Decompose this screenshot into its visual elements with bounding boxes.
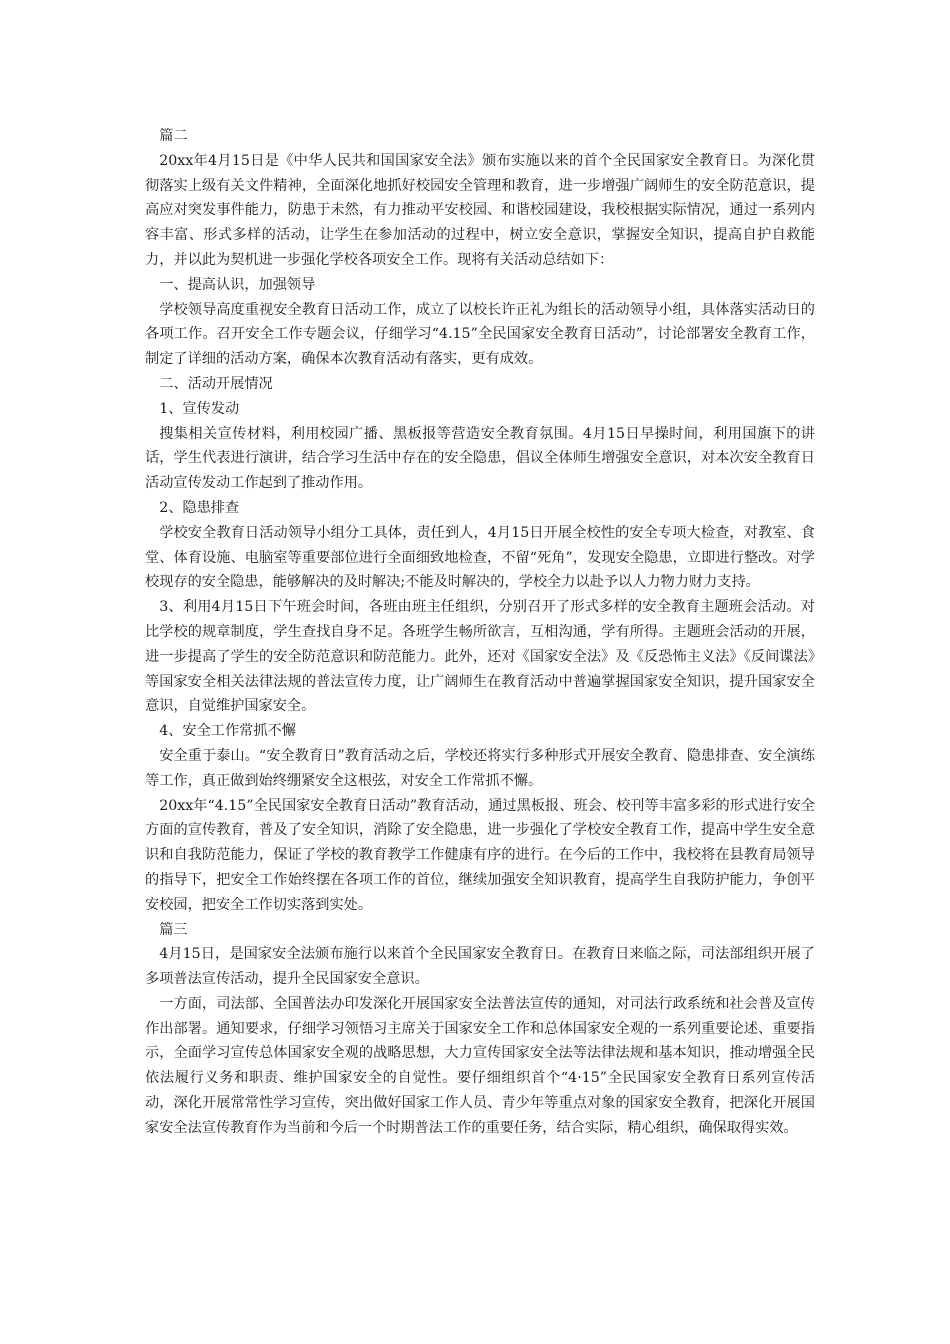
section-heading: 篇二	[159, 128, 188, 144]
subsection-heading: 4、安全工作常抓不懈	[159, 723, 296, 740]
subsection-heading: 2、隐患排查	[159, 499, 240, 516]
section-heading: 一、提高认识，加强领导	[159, 276, 316, 293]
section-heading: 二、活动开展情况	[159, 375, 273, 392]
paragraph: 20xx年“4.15”全民国家安全教育日活动”教育活动，通过黑板报、班会、校刊等丰富多彩的形式进行安全方面的宣传教育，普及了安全知识，消除了安全隐患，进一步强化了学校安全教育工作，提高中学生安全意识和自我防范能力，保证了学校的教育教学工作健康有序的进行。在今后的工作中，我校将在县教育局领导的指导下，把安全工作始终摆在各项工作的首位，继续加强安全知识教育，提高学生自我防护能力，争创平安校园，把安全工作切实落到实处。	[145, 797, 815, 913]
paragraph: 搜集相关宣传材料，利用校园广播、黑板报等营造安全教育氛围。4月15日早操时间，利用国旗下的讲话，学生代表进行演讲，结合学习生活中存在的安全隐患，倡议全体师生增强安全意识，对本次安全教育日活动宣传发动工作起到了推动作用。	[145, 425, 815, 492]
document-body	[145, 124, 815, 1141]
subsection-heading: 1、宣传发动	[159, 400, 240, 417]
section-heading: 篇三	[159, 921, 188, 938]
paragraph: 学校领导高度重视安全教育日活动工作，成立了以校长许正礼为组长的活动领导小组，具体落实活动日的各项工作。召开安全工作专题会议，仔细学习“4.15”全民国家安全教育日活动”，讨论部署安全教育工作，制定了详细的活动方案，确保本次教育活动有落实，更有成效。	[145, 301, 815, 368]
paragraph: 3、利用4月15日下午班会时间，各班由班主任组织，分别召开了形式多样的安全教育主题班会活动。对比学校的规章制度，学生查找自身不足。各班学生畅所欲言，互相沟通，学有所得。主题班会活动的开展，进一步提高了学生的安全防范意识和防范能力。此外，还对《国家安全法》及《反恐怖主义法》《反间谍法》等国家安全相关法律法规的普法宣传力度，让广阔师生在教育活动中普遍掌握国家安全知识，提升国家安全意识，自觉维护国家安全。	[145, 599, 815, 715]
paragraph: 一方面，司法部、全国普法办印发深化开展国家安全法普法宣传的通知，对司法行政系统和社会普及宣传作出部署。通知要求，仔细学习领悟习主席关于国家安全工作和总体国家安全观的一系列重要论述、重要指示，全面学习宣传总体国家安全观的战略思想，大力宣传国家安全法等法律法规和基本知识，推动增强全民依法履行义务和职责、维护国家安全的自觉性。要仔细组织首个“4·15”全民国家安全教育日系列宣传活动，深化开展常常性学习宣传，突出做好国家工作人员、青少年等重点对象的国家安全教育，把深化开展国家安全法宣传教育作为当前和今后一个时期普法工作的重要任务，结合实际，精心组织，确保取得实效。	[145, 995, 815, 1136]
paragraph: 20xx年4月15日是《中华人民共和国国家安全法》颁布实施以来的首个全民国家安全教育日。为深化贯彻落实上级有关文件精神，全面深化地抓好校园安全管理和教育，进一步增强广阔师生的安全防范意识，提高应对突发事件能力，防患于未然，有力推动平安校园、和谐校园建设，我校根据实际情况，通过一系列内容丰富、形式多样的活动，让学生在参加活动的过程中，树立安全意识，掌握安全知识，提高自护自救能力，并以此为契机进一步强化学校各项安全工作。现将有关活动总结如下：	[145, 152, 815, 268]
paragraph: 安全重于泰山。“安全教育日”教育活动之后，学校还将实行多种形式开展安全教育、隐患排查、安全演练等工作，真正做到始终绷紧安全这根弦，对安全工作常抓不懈。	[145, 747, 815, 789]
paragraph: 学校安全教育日活动领导小组分工具体，责任到人，4月15日开展全校性的安全专项大检查，对教室、食堂、体育设施、电脑室等重要部位进行全面细致地检查，不留“死角”，发现安全隐患，立即进行整改。对学校现存的安全隐患，能够解决的及时解决;不能及时解决的，学校全力以赴予以人力物力财力支持。	[145, 524, 815, 591]
paragraph: 4月15日，是国家安全法颁布施行以来首个全民国家安全教育日。在教育日来临之际，司法部组织开展了多项普法宣传活动，提升全民国家安全意识。	[145, 946, 815, 988]
